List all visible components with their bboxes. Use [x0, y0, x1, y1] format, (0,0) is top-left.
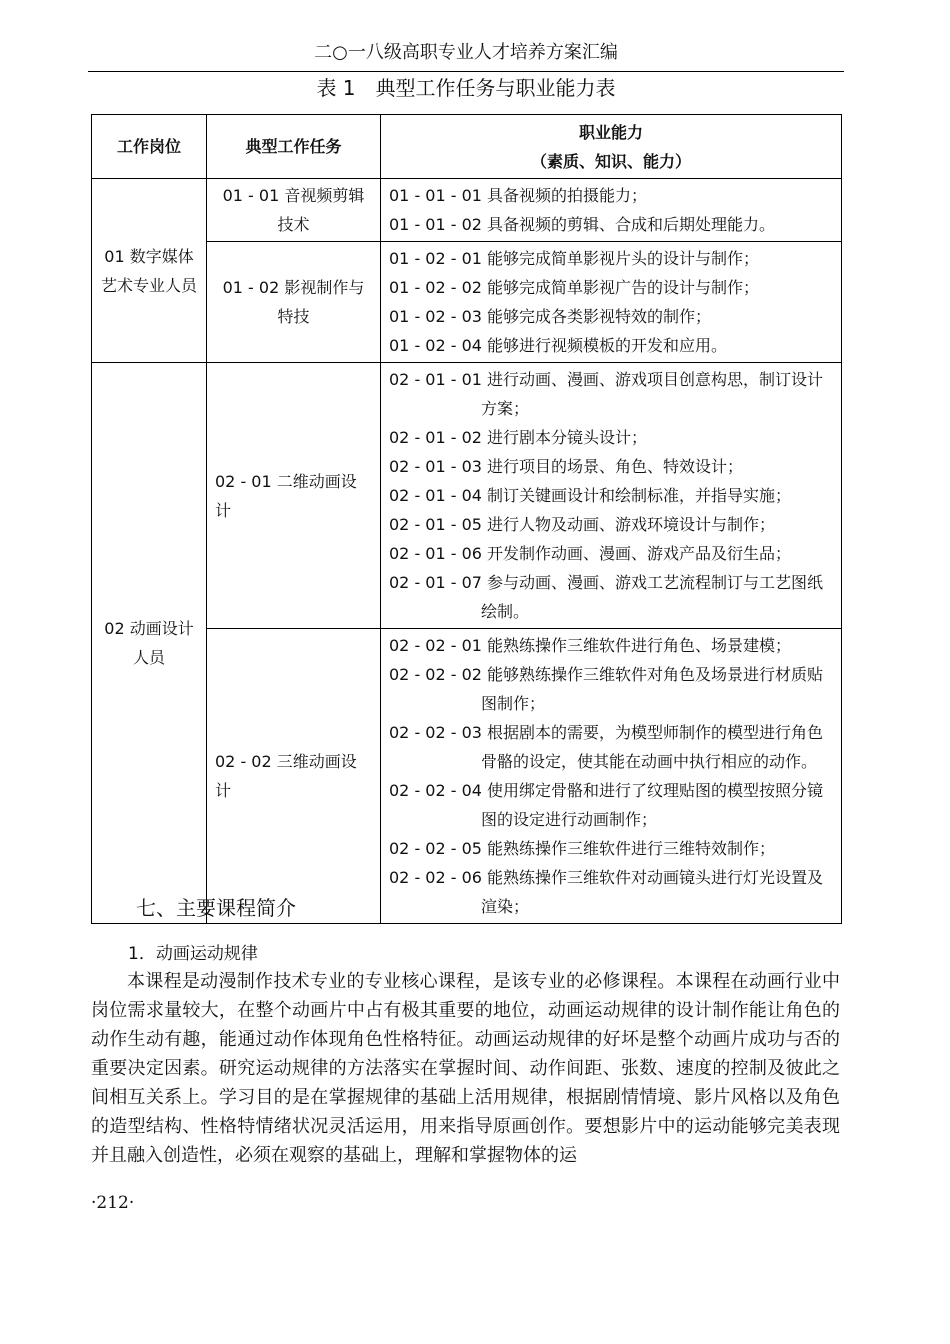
- table-title: 表 1 典型工作任务与职业能力表: [316, 76, 616, 100]
- ability-cell: [381, 242, 842, 363]
- course-paragraph: 本课程是动漫制作技术专业的专业核心课程，是该专业的必修课程。本课程在动画行业中岗位需求量较大，在整个动画片中占有极其重要的地位，动画运动规律的设计制作能让角色的动作生动有趣，能通过动作体现角色性格特征。动画运动规律的好坏是整个动画片成功与否的重要决定因素。研究运动规律的方法落实在掌握时间、动作间距、张数、速度的控制及彼此之间相互关系上。学习目的是在掌握规律的基础上活用规律，根据剧情情境、影片风格以及角色的造型结构、性格特情绪状况灵活运用，用来指导原画创作。要想影片中的运动能够完美表现并且融入创造性，必须在观察的基础上，理解和掌握物体的运: [91, 971, 840, 1166]
- ability-item: 02 - 01 - 02 进行剧本分镜头设计；: [389, 428, 648, 447]
- ability-item: 02 - 02 - 03 根据剧本的需要，为模型师制作的模型进行角色骨骼的设定，使其能在动画中执行相应的动作。: [389, 723, 824, 771]
- table-row: [92, 179, 842, 242]
- ability-item: 02 - 01 - 04 制订关键画设计和绘制标准，并指导实施；: [389, 486, 792, 505]
- ability-item: 01 - 01 - 02 具备视频的剪辑、合成和后期处理能力。: [389, 215, 776, 234]
- task-cell: 01 - 01 音视频剪辑技术: [207, 179, 381, 242]
- ability-item: 02 - 02 - 05 能熟练操作三维软件进行三维特效制作；: [389, 839, 776, 858]
- task-cell: 01 - 02 影视制作与特技: [207, 242, 381, 363]
- course-heading: 1．动画运动规律: [128, 944, 258, 964]
- header-ability: [381, 115, 842, 179]
- header-ability-line2: （素质、知识、能力）: [530, 151, 691, 171]
- post-cell: 01 数字媒体艺术专业人员: [92, 179, 207, 363]
- header-task: 典型工作任务: [207, 115, 381, 179]
- job-ability-table: [91, 114, 842, 924]
- ability-item: 02 - 02 - 04 使用绑定骨骼和进行了纹理贴图的模型按照分镜图的设定进行动画制作；: [389, 781, 824, 829]
- header-post: 工作岗位: [92, 115, 207, 179]
- ability-cell: [381, 179, 842, 242]
- ability-item: 02 - 01 - 06 开发制作动画、漫画、游戏产品及衍生品；: [389, 544, 792, 563]
- ability-item: 02 - 02 - 02 能够熟练操作三维软件对角色及场景进行材质贴图制作；: [389, 665, 824, 713]
- ability-item: 01 - 02 - 03 能够完成各类影视特效的制作；: [389, 307, 712, 326]
- post-cell: 02 动画设计人员: [92, 363, 207, 924]
- ability-item: 02 - 02 - 06 能熟练操作三维软件对动画镜头进行灯光设置及渲染；: [389, 868, 824, 916]
- ability-cell: [381, 363, 842, 629]
- ability-item: 02 - 01 - 05 进行人物及动画、游戏环境设计与制作；: [389, 515, 776, 534]
- ability-item: 02 - 01 - 03 进行项目的场景、角色、特效设计；: [389, 457, 744, 476]
- section-heading: 七、主要课程简介: [136, 896, 296, 920]
- task-cell: 02 - 01 二维动画设计: [207, 363, 381, 629]
- task-cell: 02 - 02 三维动画设计: [207, 629, 381, 924]
- page-number: ·212·: [91, 1193, 135, 1213]
- table-row: [92, 363, 842, 629]
- running-header: 二○一八级高职专业人才培养方案汇编: [314, 42, 618, 63]
- header-ability-line1: 职业能力: [578, 122, 643, 142]
- ability-item: 01 - 02 - 02 能够完成简单影视广告的设计与制作；: [389, 278, 760, 297]
- ability-cell: [381, 629, 842, 924]
- ability-item: 02 - 02 - 01 能熟练操作三维软件进行角色、场景建模；: [389, 636, 792, 655]
- ability-item: 02 - 01 - 01 进行动画、漫画、游戏项目创意构思，制订设计方案；: [389, 370, 824, 418]
- ability-item: 01 - 01 - 01 具备视频的拍摄能力；: [389, 186, 648, 205]
- ability-item: 02 - 01 - 07 参与动画、漫画、游戏工艺流程制订与工艺图纸绘制。: [389, 573, 824, 621]
- ability-item: 01 - 02 - 01 能够完成简单影视片头的设计与制作；: [389, 249, 760, 268]
- table-header-row: [92, 115, 842, 179]
- ability-item: 01 - 02 - 04 能够进行视频模板的开发和应用。: [389, 336, 728, 355]
